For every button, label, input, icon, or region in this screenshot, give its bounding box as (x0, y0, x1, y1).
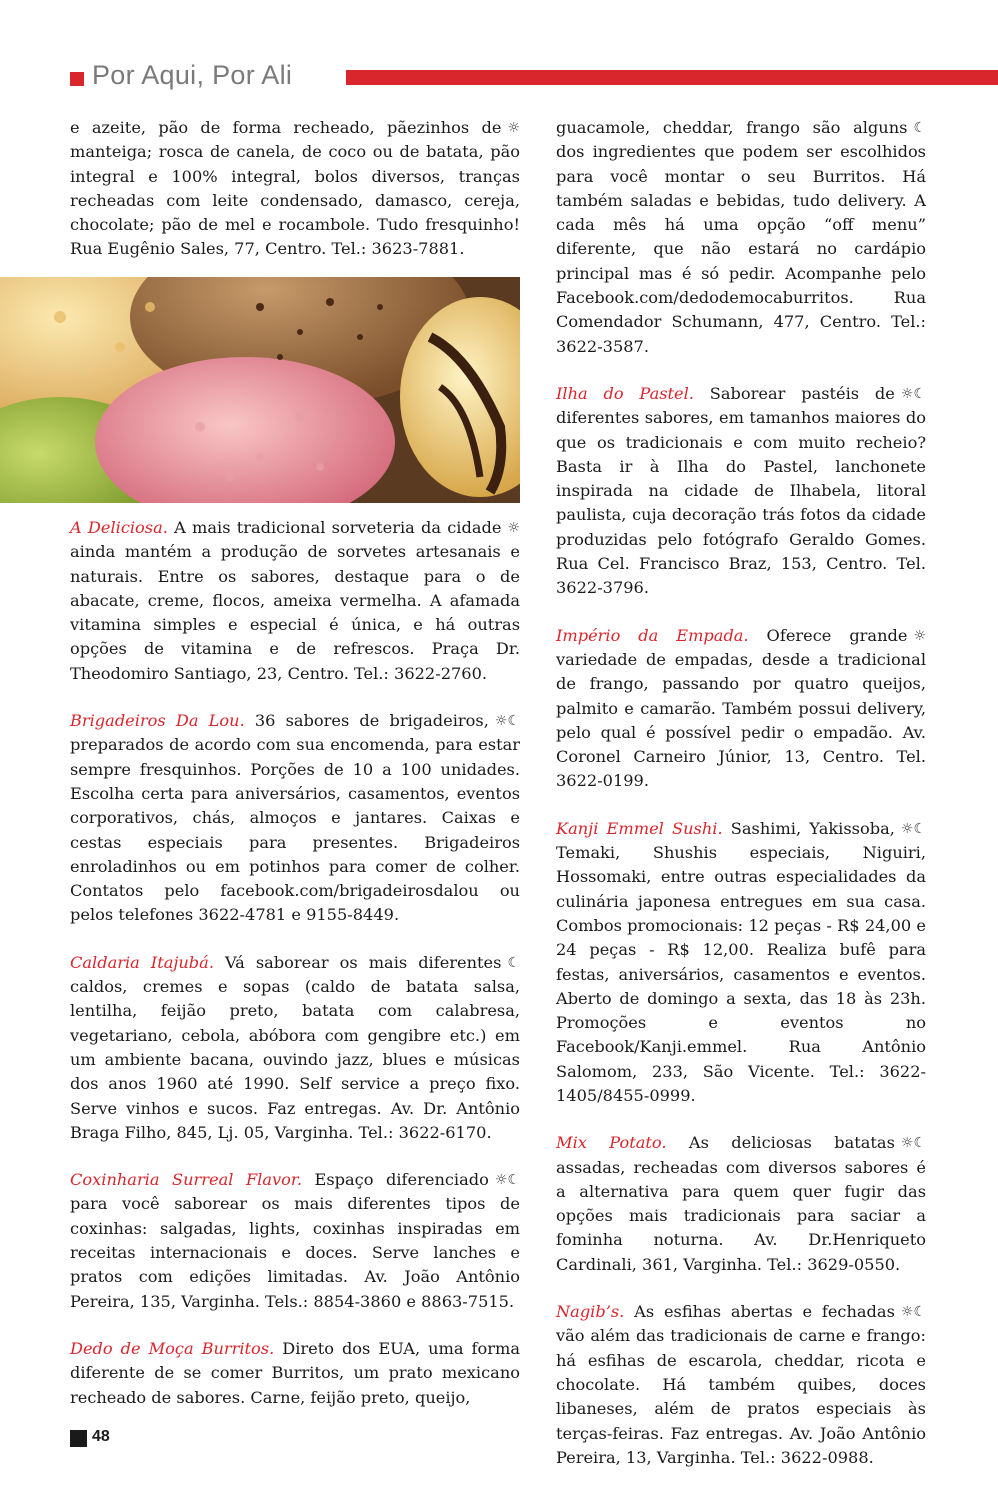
venue-description: Direto dos EUA, uma forma diferente de se comer Burritos, um prato mexicano recheado de sabores. Carne, feijão preto, queijo, (70, 1338, 520, 1407)
moon-icon: ☾ (913, 120, 926, 136)
page-number: 48 (92, 1428, 110, 1445)
venue-name: Império da Empada. (556, 625, 749, 645)
venue-entry (556, 382, 926, 601)
venue-description: Saborear pastéis de diferentes sabores, em tamanhos maiores do que os tradicionais e com muito recheio? Basta ir à Ilha do Pastel, lanchonete inspirada na cidade de Ilhabela, litoral paulista, cuja decoração trás fotos da cidade produzidas pelo fotógrafo Geraldo Gomes. Rua Cel. Francisco Braz, 153, Centro. Tel. 3622-3796. (556, 383, 926, 598)
venue-entry (70, 516, 520, 686)
venue-name: Nagib’s. (556, 1302, 625, 1322)
sun-icon: ☼ (507, 520, 520, 536)
venue-name: Brigadeiros Da Lou. (70, 711, 245, 731)
venue-name: Caldaria Itajubá. (70, 952, 214, 972)
moon-icon: ☾ (507, 954, 520, 971)
section-header (70, 62, 998, 96)
venue-description: 36 sabores de brigadeiros, preparados de acordo com sua encomenda, para estar sempre fresquinhos. Porções de 10 a 100 unidades. Escolha certa para aniversários, casamentos, eventos corporativos, chás, almoços e jantares. Caixas e cestas especiais para presentes. Brigadeiros enroladinhos ou em potinhos para comer de colher. Contatos pelo facebook.com/brigadeirosdalou ou pelos telefones 3622-4781 e 9155-8449. (70, 711, 520, 925)
venue-name: Kanji Emmel Sushi. (556, 818, 723, 838)
sun-icon: ☼ (913, 627, 926, 644)
venue-name: Ilha do Pastel. (556, 383, 694, 403)
sun-moon-icons: ☼☾ (494, 1172, 520, 1189)
venue-description: Espaço diferenciado para você saborear os mais diferentes tipos de coxinhas: salgadas, lights, coxinhas inspiradas em receitas internacionais e doces. Serve lanches e pratos com edições limitadas. Av. João Antônio Pereira, 135, Varginha. Tels.: 8854-3860 e 8863-7515. (70, 1170, 520, 1311)
header-square-marker (70, 72, 84, 86)
venue-description: Oferece grande variedade de empadas, desde a tradicional de frango, passando por quatro queijos, palmito e camarão. Também possui delivery, pelo qual é possível pedir o empadão. Av. Coronel Carneiro Júnior, 13, Centro. Tel. 3622-0199. (556, 625, 926, 791)
venue-description: As esfihas abertas e fechadas vão além das tradicionais de carne e frango: há esfihas de escarola, cheddar, ricota e chocolate. Há também quibes, doces libaneses, além de pratos especiais às terças-feiras. Faz entregas. Av. João Antônio Pereira, 13, Varginha. Tel.: 3622-0988. (556, 1302, 926, 1467)
sun-moon-icons: ☼☾ (900, 1304, 926, 1321)
venue-entry (556, 817, 926, 1109)
venue-entry (70, 1168, 520, 1314)
venue-entry (70, 1337, 520, 1410)
section-title: Por Aqui, Por Ali (92, 60, 293, 90)
venue-name: Coxinharia Surreal Flavor. (70, 1170, 303, 1190)
venue-name: A Deliciosa. (70, 518, 168, 537)
venue-name: Mix Potato. (556, 1133, 667, 1153)
venue-description: Sashimi, Yakissoba, Temaki, Shushis especiais, Niguiri, Hossomaki, entre outras especialidades da culinária japonesa entregues em sua casa. Combos promocionais: 12 peças - R$ 24,00 e 24 peças - R$ 12,00. Realiza bufê para festas, aniversários, casamentos e eventos. Aberto de domingo a sexta, das 18 às 23h. Promoções e eventos no Facebook/Kanji.emmel. Rua Antônio Salomom, 233, São Vicente. Tel.: 3622-1405/8455-0999. (556, 818, 926, 1105)
entry-continuation: ☾ guacamole, cheddar, frango são alguns dos ingredientes que podem ser escolhidos para você montar o seu Burritos. Há também saladas e bebidas, tudo delivery. A cada mês há uma opção “off menu” diferente, que não estará no cardápio principal mas é só pedir. Acompanhe pelo Facebook.com/dedodemocaburritos. Rua Comendador Schumann, 477, Centro. Tel.: 3622-3587. (556, 118, 926, 356)
venue-description: As deliciosas batatas assadas, recheadas com diversos sabores é a alternativa para quem quer fugir das opções mais tradicionais para saciar a fominha noturna. Av. Dr.Henriqueto Cardinali, 361, Varginha. Tel.: 3629-0550. (556, 1133, 926, 1274)
sun-moon-icons: ☼☾ (900, 1135, 926, 1152)
right-column (556, 116, 926, 1493)
venue-description: A mais tradicional sorveteria da cidade ainda mantém a produção de sorvetes artesanais e naturais. Entre os sabores, destaque para o de abacate, creme, flocos, ameixa vermelha. A afamada vitamina simples e especial é única, e há outras opções de vitamina e de refrescos. Praça Dr. Theodomiro Santiago, 23, Centro. Tel.: 3622-2760. (70, 518, 520, 683)
left-column-top (70, 116, 520, 262)
venue-entry (70, 951, 520, 1145)
sun-icon: ☼ (507, 120, 520, 136)
sun-moon-icons: ☼☾ (900, 385, 926, 402)
entry-continuation: ☼ e azeite, pão de forma recheado, pãezinhos de manteiga; rosca de canela, de coco ou de batata, pão integral e 100% integral, bolos diversos, tranças recheadas com leite condensado, damasco, cereja, chocolate; pão de mel e rocambole. Tudo fresquinho! Rua Eugênio Sales, 77, Centro. Tel.: 3623-7881. (70, 118, 520, 259)
venue-entry (556, 624, 926, 794)
header-red-bar (346, 70, 998, 85)
venue-entry (556, 1300, 926, 1470)
sun-moon-icons: ☼☾ (900, 820, 926, 837)
left-column-entries (70, 516, 520, 1433)
sun-moon-icons: ☼☾ (494, 713, 520, 730)
footer-square-marker (70, 1430, 87, 1447)
venue-entry (70, 709, 520, 928)
venue-name: Dedo de Moça Burritos. (70, 1338, 275, 1358)
venue-entry (556, 1131, 926, 1277)
ice-cream-photo (0, 277, 520, 503)
venue-description: Vá saborear os mais diferentes caldos, cremes e sopas (caldo de batata salsa, lentilha, feijão preto, batata com calabresa, vegetariano, cebola, abóbora com gengibre etc.) em um ambiente bacana, ouvindo jazz, blues e músicas dos anos 1960 até 1990. Self service a preço fixo. Serve vinhos e sucos. Faz entregas. Av. Dr. Antônio Braga Filho, 845, Lj. 05, Varginha. Tel.: 3622-6170. (70, 952, 520, 1142)
